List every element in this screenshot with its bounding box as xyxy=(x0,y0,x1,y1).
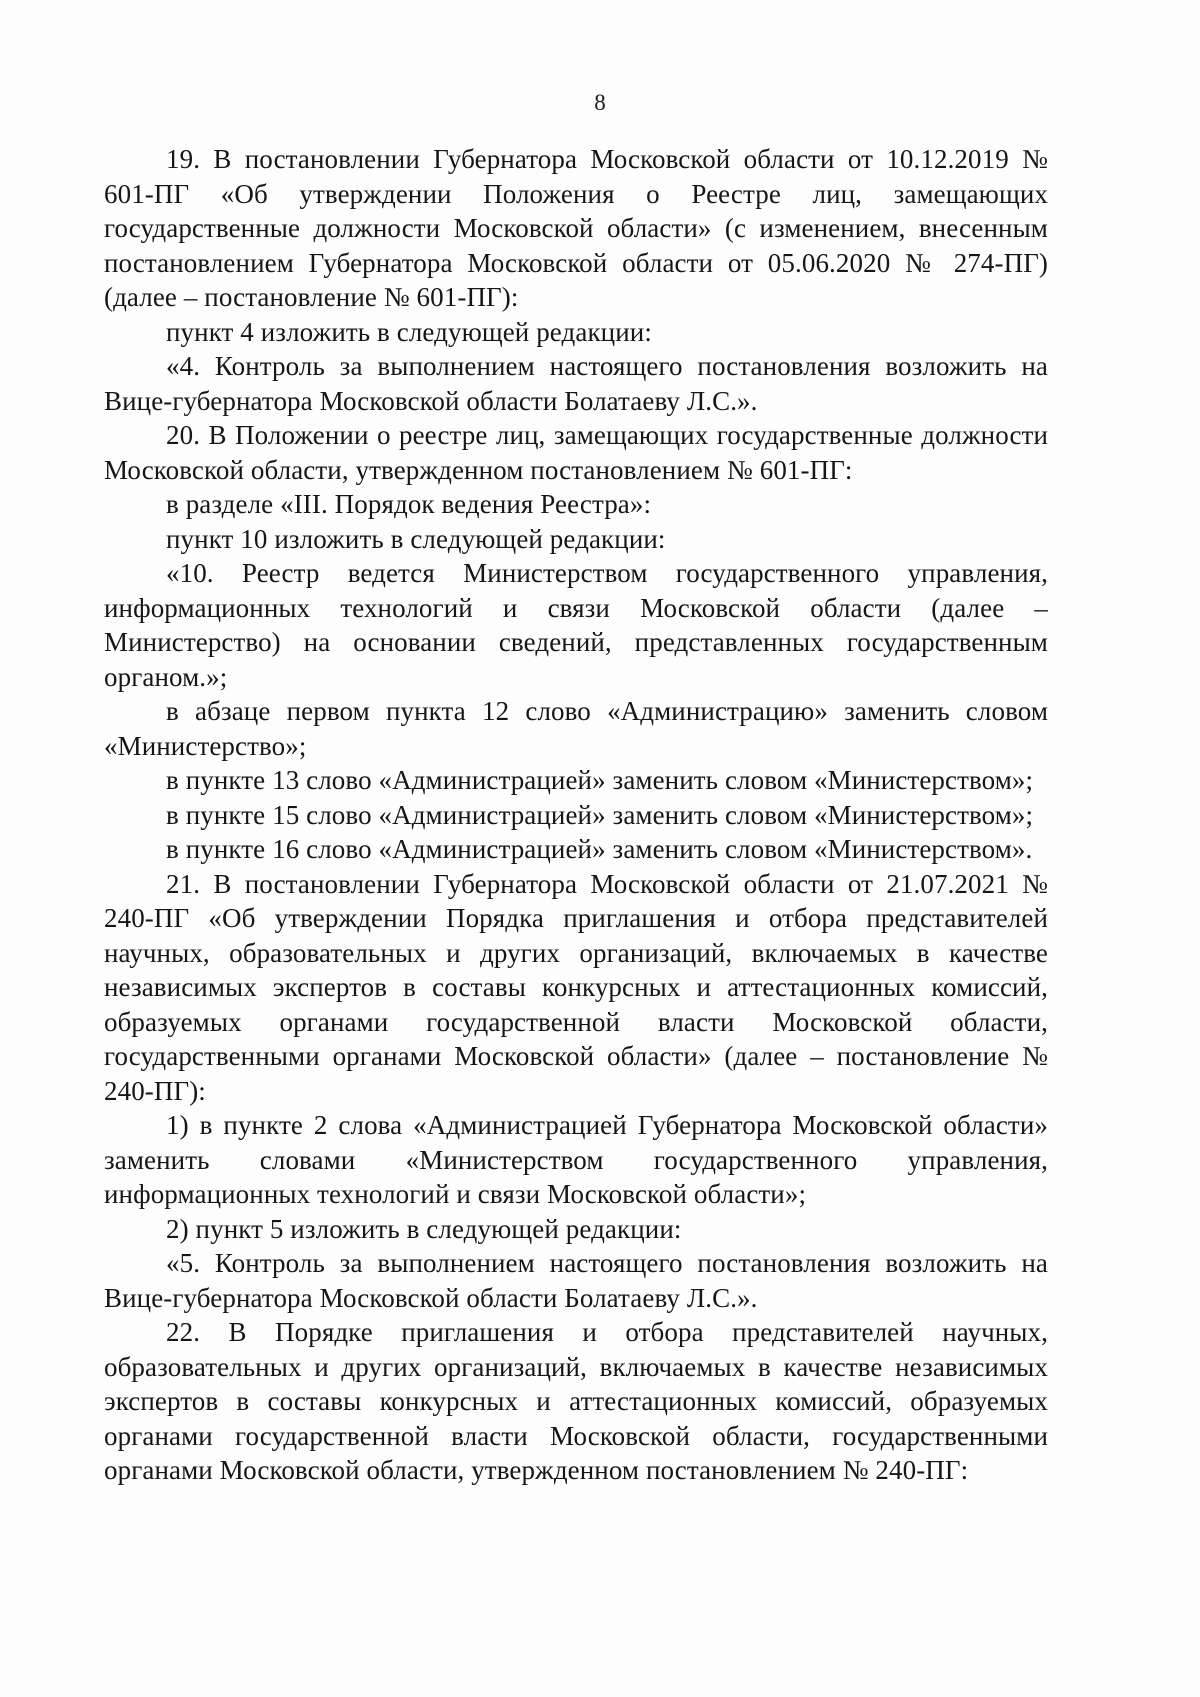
paragraph-item-20-point: пункт 10 изложить в следующей редакции: xyxy=(166,523,666,554)
paragraph-item-21-quote: «5. Контроль за выполнением настоящего постановления возложить на Вице-губернатора Московской области Болатаеву Л.С.». xyxy=(104,1248,1048,1313)
paragraph-item-20-p15: в пункте 15 слово «Администрацией» заменить словом «Министерством»; xyxy=(166,799,1034,830)
paragraph-item-21: 21. В постановлении Губернатора Московской области от 21.07.2021 № 240-ПГ «Об утверждении Порядка приглашения и отбора представителей научных, образовательных и других организаций, включаемых в качестве независимых экспертов в составы конкурсных и аттестационных комиссий, образуемых органами государственной власти Московской области, государственными органами Московской области» (далее – постановление № 240-ПГ): xyxy=(104,868,1048,1106)
paragraph-item-20-section: в разделе «III. Порядок ведения Реестра»: xyxy=(166,489,652,519)
paragraph-item-20-p12: в абзаце первом пункта 12 слово «Администрацию» заменить словом «Министерство»; xyxy=(104,696,1048,761)
paragraph-item-21-sub1: 1) в пункте 2 слова «Администрацией Губернатора Московской области» заменить словами «Министерством государственного управления, информационных технологий и связи Московской области»; xyxy=(104,1110,1048,1209)
paragraph-item-19-quote: «4. Контроль за выполнением настоящего постановления возложить на Вице-губернатора Московской области Болатаеву Л.С.». xyxy=(104,351,1048,416)
paragraph-item-19-point: пункт 4 изложить в следующей редакции: xyxy=(166,316,652,347)
page-number: 8 xyxy=(594,90,606,115)
paragraph-item-20: 20. В Положении о реестре лиц, замещающих государственные должности Московской области, утвержденном постановлением № 601-ПГ: xyxy=(104,420,1048,485)
paragraph-item-21-sub2: 2) пункт 5 изложить в следующей редакции: xyxy=(166,1213,682,1244)
paragraph-item-20-quote: «10. Реестр ведется Министерством государственного управления, информационных технологий и связи Московской области (далее – Министерство) на основании сведений, представленных государственным органом.»; xyxy=(104,558,1048,692)
document-body xyxy=(104,142,1048,1488)
paragraph-item-20-p13: в пункте 13 слово «Администрацией» заменить словом «Министерством»; xyxy=(166,765,1034,795)
paragraph-item-20-p16: в пункте 16 слово «Администрацией» заменить словом «Министерством». xyxy=(166,834,1033,864)
paragraph-item-22: 22. В Порядке приглашения и отбора представителей научных, образовательных и других организаций, включаемых в качестве независимых экспертов в составы конкурсных и аттестационных комиссий, образуемых органами государственной власти Московской области, государственными органами Московской области, утвержденном постановлением № 240-ПГ: xyxy=(104,1317,1048,1485)
paragraph-item-19: 19. В постановлении Губернатора Московской области от 10.12.2019 № 601-ПГ «Об утверждении Положения о Реестре лиц, замещающих государственные должности Московской области» (с изменением, внесенным постановлением Губернатора Московской области от 05.06.2020 № 274-ПГ) (далее – постановление № 601-ПГ): xyxy=(104,144,1048,312)
